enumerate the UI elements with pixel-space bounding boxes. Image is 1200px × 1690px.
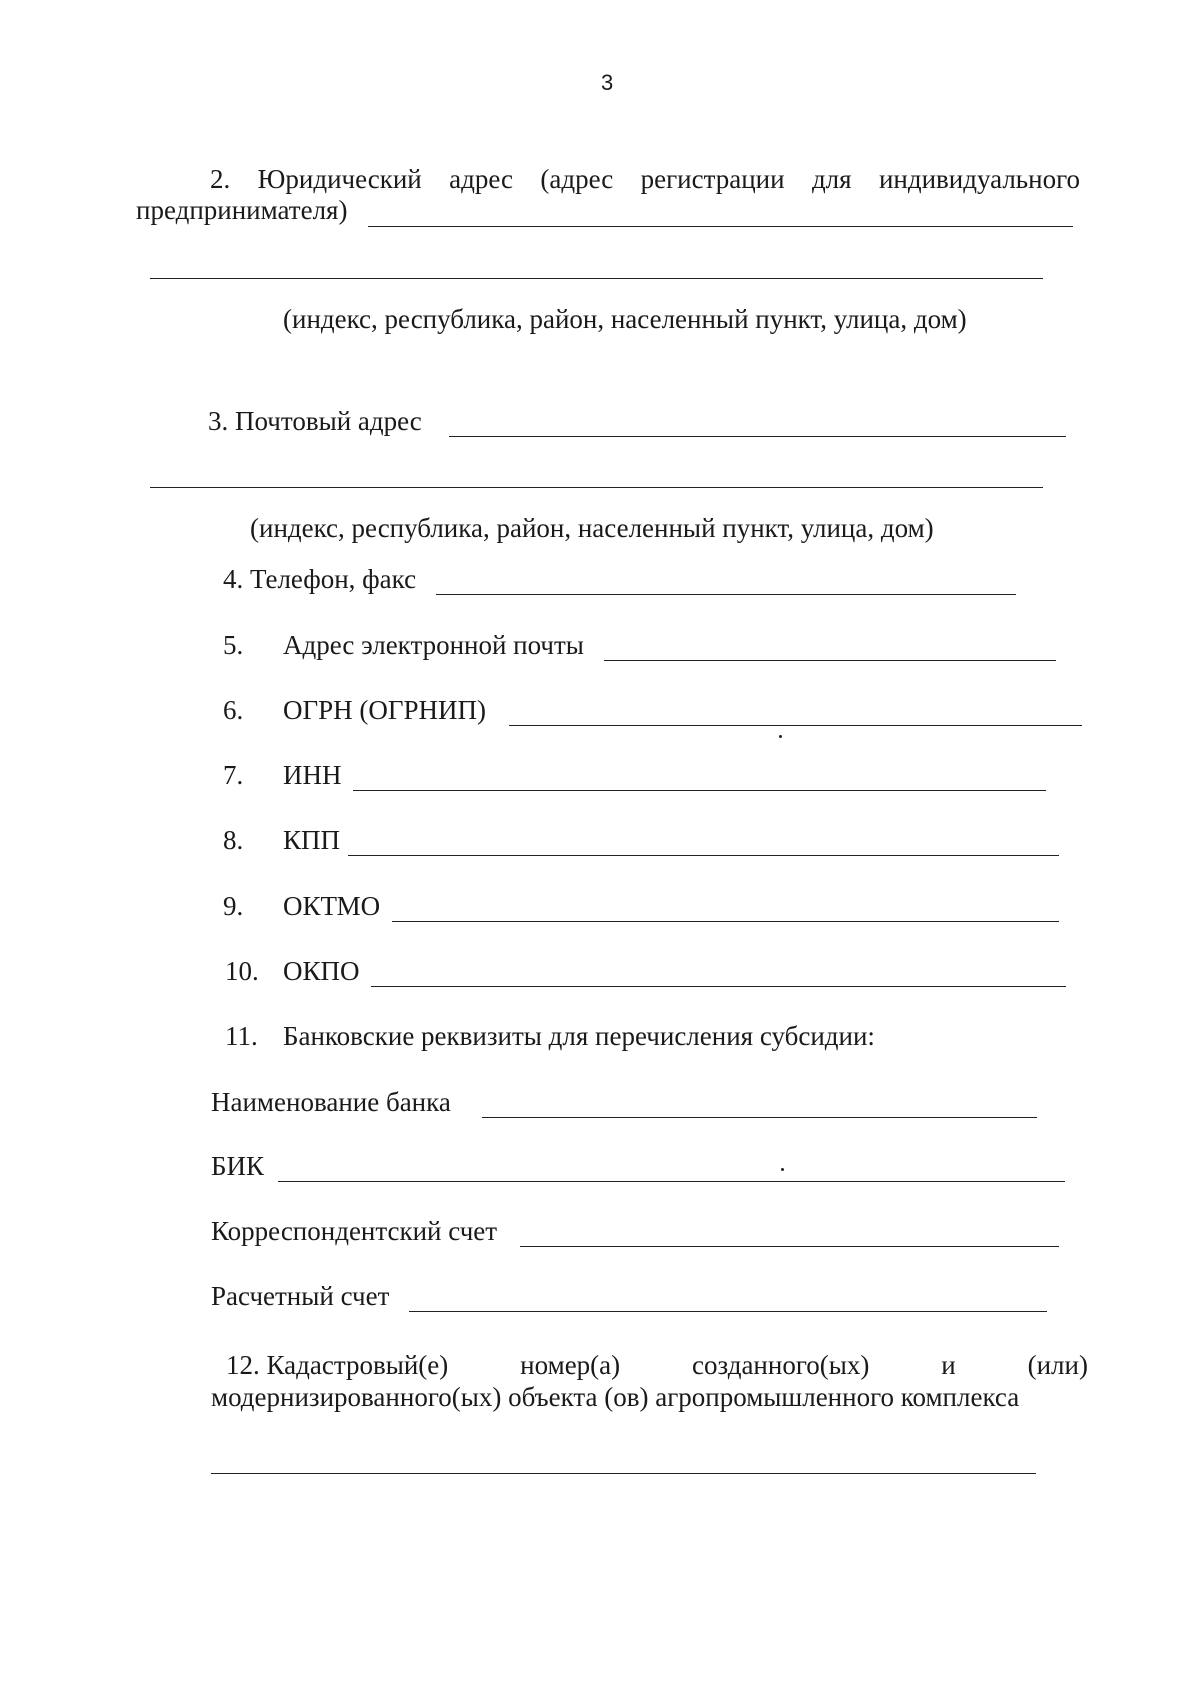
settlement-account-label: Расчетный счет [211, 1281, 390, 1311]
item12-word: номер(а) [520, 1350, 621, 1380]
bank-name-field[interactable] [482, 1117, 1037, 1118]
item2-word: для [811, 164, 852, 194]
item2-word: индивидуального [878, 164, 1080, 194]
corr-account-label: Корреспондентский счет [211, 1216, 498, 1246]
item11-label: Банковские реквизиты для перечисления субсидии: [283, 1021, 875, 1051]
item7-number: 7. [223, 760, 244, 790]
phone-fax-field[interactable] [436, 594, 1016, 595]
postal-address-field[interactable] [449, 436, 1066, 437]
item2-word: (адрес [540, 164, 614, 194]
item3-hint: (индекс, республика, район, населенный пункт, улица, дом) [250, 513, 934, 543]
item5-number: 5. [223, 630, 244, 660]
item11-number: 11. [225, 1021, 258, 1051]
item4-label: 4. Телефон, факс [223, 564, 417, 594]
settlement-account-field[interactable] [409, 1311, 1047, 1312]
item2-label-line2: предпринимателя) [136, 195, 348, 225]
item2-word: 2. [210, 164, 231, 194]
item6-number: 6. [223, 695, 244, 725]
item12-word: созданного(ых) [692, 1350, 870, 1380]
item2-word: Юридический [257, 164, 422, 194]
bik-field[interactable] [278, 1181, 1065, 1182]
item12-label-line2: модернизированного(ых) объекта (ов) агропромышленного комплекса [211, 1382, 1020, 1412]
item6-label: ОГРН (ОГРНИП) [283, 695, 486, 725]
item12-word: и [941, 1350, 956, 1380]
item2-word: адрес [449, 164, 513, 194]
inn-field[interactable] [353, 790, 1046, 791]
legal-address-field-line2[interactable] [150, 278, 1043, 279]
item8-number: 8. [223, 825, 244, 855]
kpp-field[interactable] [348, 855, 1059, 856]
item10-number: 10. [225, 956, 259, 986]
oktmo-field[interactable] [392, 921, 1059, 922]
item9-number: 9. [223, 891, 244, 921]
item12-word: (или) [1027, 1350, 1088, 1380]
okpo-field[interactable] [371, 986, 1066, 987]
corr-account-field[interactable] [520, 1246, 1059, 1247]
item9-label: ОКТМО [283, 891, 381, 921]
item2-hint: (индекс, республика, район, населенный пункт, улица, дом) [283, 304, 967, 334]
legal-address-field[interactable] [368, 226, 1073, 227]
email-field[interactable] [604, 660, 1056, 661]
item10-label: ОКПО [283, 956, 360, 986]
ogrn-field[interactable] [509, 725, 1082, 726]
item12-line1 [226, 1352, 1088, 1379]
item5-label: Адрес электронной почты [283, 630, 584, 660]
bik-label: БИК [211, 1151, 265, 1181]
item12-word: 12. Кадастровый(е) [226, 1350, 449, 1380]
item7-label: ИНН [283, 760, 342, 790]
scan-speck [781, 1168, 784, 1171]
postal-address-field-line2[interactable] [150, 487, 1043, 488]
item2-line1 [210, 166, 1080, 193]
bank-name-label: Наименование банка [211, 1087, 451, 1117]
cadastral-number-field[interactable] [211, 1473, 1036, 1474]
scan-speck [779, 735, 782, 738]
item2-word: регистрации [640, 164, 785, 194]
item8-label: КПП [283, 825, 341, 855]
page-number: 3 [601, 70, 614, 95]
item3-label: 3. Почтовый адрес [208, 406, 422, 436]
